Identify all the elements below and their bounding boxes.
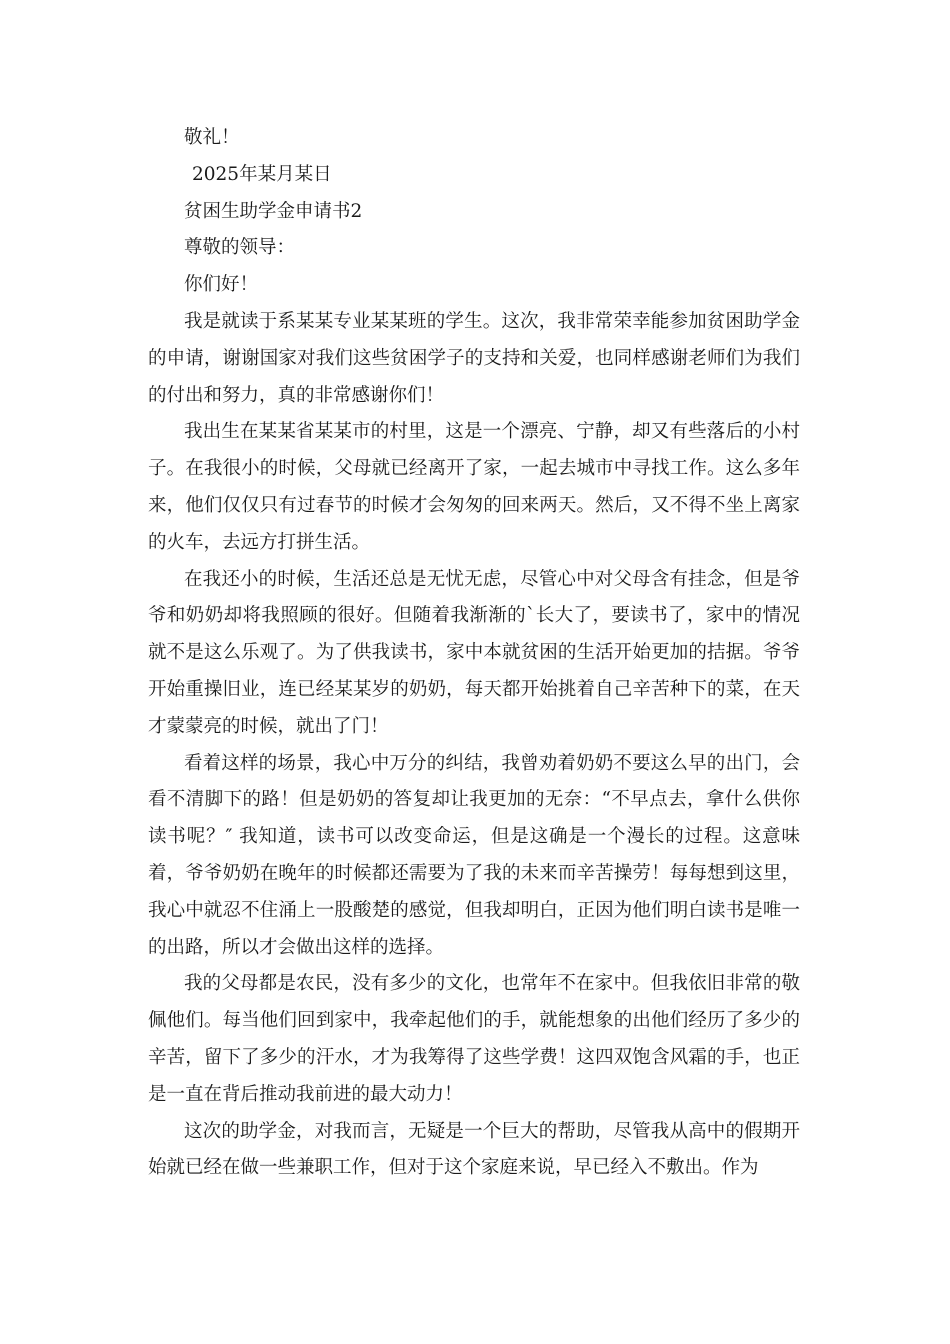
paragraph: 这次的助学金，对我而言，无疑是一个巨大的帮助，尽管我从高中的假期开始就已经在做一些兼职工作，但对于这个家庭来说，早已经入不敷出。作为 [148,1120,800,1179]
letter-closing: 敬礼！ [184,127,240,148]
paragraph: 我是就读于系某某专业某某班的学生。这次，我非常荣幸能参加贫困助学金的申请，谢谢国家对我们这些贫困学子的支持和关爱，也同样感谢老师们为我们的付出和努力，真的非常感谢你们！ [148,310,800,406]
paragraph: 在我还小的时候，生活还总是无忧无虑，尽管心中对父母含有挂念，但是爷爷和奶奶却将我照顾的很好。但随着我渐渐的`长大了，要读书了，家中的情况就不是这么乐观了。为了供我读书，家中本就贫困的生活开始更加的拮据。爷爷开始重操旧业，连已经某某岁的奶奶，每天都开始挑着自己辛苦种下的菜，在天才蒙蒙亮的时候，就出了门！ [148,568,800,737]
letter-date: 2025年某月某日 [192,163,332,185]
paragraph: 看着这样的场景，我心中万分的纠结，我曾劝着奶奶不要这么早的出门，会看不清脚下的路！但是奶奶的答复却让我更加的无奈：“不早点去，拿什么供你读书呢？″ 我知道，读书可以改变命运，但是这确是一个漫长的过程。这意味着，爷爷奶奶在晚年的时候都还需要为了我的未来而辛苦操劳！每每想到这里，我心中就忍不住涌上一股酸楚的感觉，但我却明白，正因为他们明白读书是唯一的出路，所以才会做出这样的选择。 [148,752,800,958]
letter-body [148,120,800,1187]
letter-title: 贫困生助学金申请书2 [184,200,363,222]
letter-salutation: 尊敬的领导： [184,237,296,259]
letter-greeting: 你们好！ [184,274,259,296]
paragraph: 我出生在某某省某某市的村里，这是一个漂亮、宁静，却又有些落后的小村子。在我很小的时候，父母就已经离开了家，一起去城市中寻找工作。这么多年来，他们仅仅只有过春节的时候才会匆匆的回来两天。然后，又不得不坐上离家的火车，去远方打拼生活。 [148,421,800,553]
paragraph: 我的父母都是农民，没有多少的文化，也常年不在家中。但我依旧非常的敬佩他们。每当他们回到家中，我牵起他们的手，就能想象的出他们经历了多少的辛苦，留下了多少的汗水，才为我筹得了这些学费！这四双饱含风霜的手，也正是一直在背后推动我前进的最大动力！ [148,973,800,1105]
